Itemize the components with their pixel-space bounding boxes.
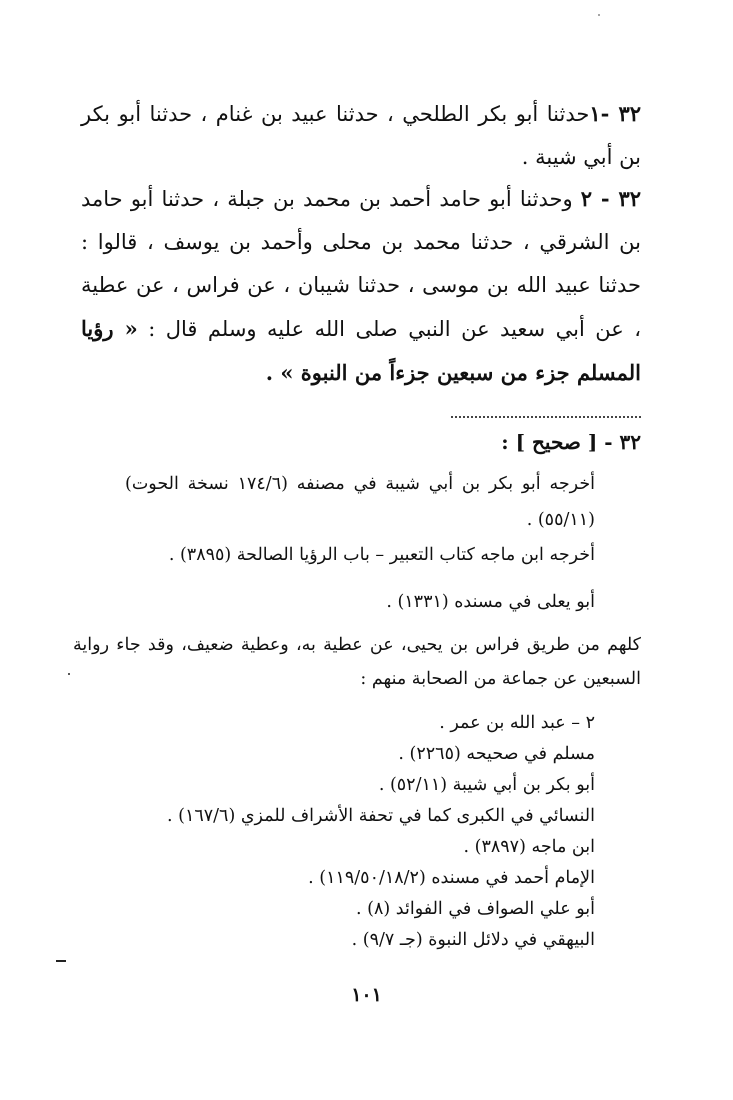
- hadith-2-text: وحدثنا أبو حامد أحمد بن محمد بن جبلة ، حدثنا أبو حامد بن الشرقي ، حدثنا محمد بن محلى وأحمد بن يوسف ، قالوا : حدثنا عبيد الله بن موسى ، حدثنا شيبان ، عن فراس ، عن عطية ، عن أبي سعيد عن النبي صلى الله عليه وسلم قال :: [81, 187, 641, 341]
- list-item: البيهقي في دلائل النبوة (جـ ٩/٧) .: [351, 930, 595, 950]
- hadith-1-text: حدثنا أبو بكر الطلحي ، حدثنا عبيد بن غنام ، حدثنا أبو بكر بن أبي شيبة .: [81, 102, 641, 169]
- scan-speck: [68, 673, 70, 675]
- page-number: ١٠١: [351, 984, 382, 1006]
- scan-mark: [56, 960, 66, 962]
- list-item: الإمام أحمد في مسنده (١١٩/٥٠/١٨/٢) .: [308, 868, 595, 888]
- takhrij-heading: ٣٢ - [ صحيح ] :: [501, 430, 641, 454]
- hadith-2: [81, 177, 641, 395]
- list-item: مسلم في صحيحه (٢٢٦٥) .: [398, 744, 595, 764]
- list-item: أبو بكر بن أبي شيبة (٥٢/١١) .: [378, 775, 595, 795]
- list-item: النسائي في الكبرى كما في تحفة الأشراف للمزي (١٦٧/٦) .: [167, 806, 595, 826]
- takhrij-line-3: أبو يعلى في مسنده (١٣٣١) .: [386, 592, 595, 612]
- hadith-2-quote: « رؤيا المسلم جزء من سبعين جزءاً من النبوة » .: [81, 316, 641, 385]
- footnote-divider: [451, 416, 641, 418]
- hadith-1-number: ٣٢ -١: [589, 101, 641, 126]
- list-item: ٢ – عبد الله بن عمر .: [439, 713, 595, 733]
- hadith-1: [81, 92, 641, 179]
- sources-list: [167, 708, 595, 956]
- hadith-2-number: ٣٢ - ٢: [580, 186, 641, 211]
- takhrij-line-2: أخرجه ابن ماجه كتاب التعبير – باب الرؤيا الصالحة (٣٨٩٥) .: [168, 545, 595, 565]
- takhrij-line-4: كلهم من طريق فراس بن يحيى، عن عطية به، وعطية ضعيف، وقد جاء رواية السبعين عن جماعة من الصحابة منهم :: [73, 635, 641, 689]
- takhrij-line-1: أخرجه أبو بكر بن أبي شيبة في مصنفه (١٧٤/٦ نسخة الحوت) (٥٥/١١) .: [125, 474, 595, 530]
- list-item: أبو علي الصواف في الفوائد (٨) .: [356, 899, 595, 919]
- list-item: ابن ماجه (٣٨٩٧) .: [463, 837, 595, 857]
- scan-speck: [598, 14, 600, 16]
